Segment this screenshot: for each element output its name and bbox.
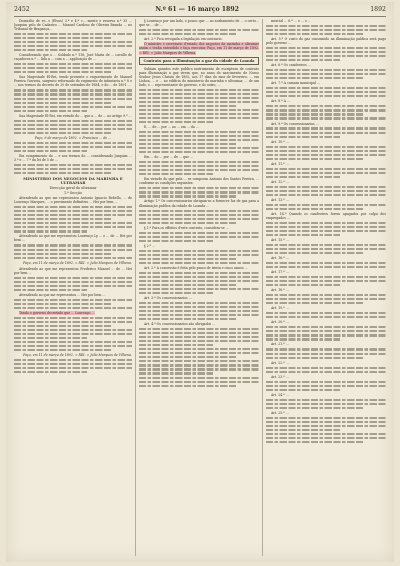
text-line: [14, 210, 132, 212]
text-line: [14, 281, 132, 283]
text-line: [266, 425, 386, 427]
text-line: [14, 89, 132, 91]
text-line: [139, 262, 259, 264]
text-line: [14, 67, 132, 69]
text-line: [139, 165, 259, 167]
text-line: [14, 359, 132, 361]
text-line: [139, 33, 237, 35]
column-left: [14, 19, 132, 558]
paragraph: Em ... do ... por ... de ... que ...: [144, 155, 194, 160]
text-line: [266, 276, 386, 278]
text-line: [14, 299, 132, 301]
text-line: [266, 105, 386, 107]
text-line: [266, 367, 386, 369]
text-line: [14, 244, 132, 246]
article: Art. 16.º ...: [271, 256, 289, 261]
article: Art. 11.º ...: [271, 161, 289, 166]
text-line: [14, 277, 132, 279]
text-line: [266, 326, 386, 328]
text-line: [266, 262, 386, 264]
text-line: [139, 280, 259, 282]
article: Art. 23.º ...: [271, 374, 289, 379]
text-line: [14, 93, 132, 95]
text-line: [14, 253, 111, 255]
text-line: [139, 340, 259, 342]
text-line: [14, 289, 87, 291]
text-line: [14, 146, 132, 148]
paragraph: Domicilio de ve...s (Elvas) 3.ª e 4.ª c... mente e reserva n.º 35 ... Joaquim pelo de Cadastro ... Manuel Cardoso de Oliveira Brando ... no Tribunal de Bragança...: [14, 19, 132, 32]
article: Art. 10.º ...: [271, 139, 289, 144]
text-line: [139, 143, 237, 145]
text-line: [266, 381, 386, 383]
text-line: [14, 150, 87, 152]
text-line: [14, 214, 132, 216]
text-line: [139, 250, 259, 252]
text-line: [266, 330, 386, 332]
paragraph: Sua Magestade El-Rei, em virtude do ... que a ... de ... no artigo 9.º ...: [19, 113, 132, 118]
section-subheading: Direcção geral do ultramar: [49, 186, 97, 191]
text-line: [266, 95, 386, 97]
article: Art. 7.º A camara municipal ...: [271, 81, 321, 86]
text-line: [14, 317, 132, 319]
article: Art. 4.º Os concessionarios são obrigados ...: [144, 322, 216, 327]
text-line: [139, 364, 259, 366]
text-line: [266, 146, 386, 148]
text-line: [139, 292, 213, 294]
text-line: [266, 204, 386, 206]
text-line: [139, 121, 213, 123]
text-line: [139, 348, 259, 350]
text-line: [14, 345, 132, 347]
text-line: [139, 385, 237, 387]
text-line: [139, 97, 259, 99]
text-line: [139, 109, 259, 111]
text-line: [14, 168, 132, 170]
text-line: [266, 194, 386, 196]
text-line: [266, 226, 386, 228]
article: Art. 6.º Os candeeiros ...: [271, 63, 311, 68]
text-line: [139, 101, 259, 103]
text-line: [139, 173, 213, 175]
text-line: [266, 29, 386, 31]
text-line: [139, 310, 259, 312]
text-line: [266, 172, 386, 174]
text-line: [14, 303, 111, 305]
text-line: [266, 371, 386, 373]
paragraph: Attendendo ao que me representou Frederico Manuel ... de ... Hei por bem ...: [14, 266, 132, 275]
text-line: [139, 368, 259, 370]
text-line: [14, 98, 132, 100]
text-line: [14, 33, 132, 35]
text-line: [266, 280, 386, 282]
text-line: [139, 210, 259, 212]
text-line: [266, 441, 364, 443]
paragraph: Attendendo ao que me representou ... Hei por bem ...: [19, 292, 106, 297]
text-line: [266, 91, 386, 93]
signature-line: Paço, em 11 de março de 1892. = REI. = Julio Marques de Vilhena.: [23, 260, 132, 265]
article: Art. 8.º A ...: [271, 99, 291, 104]
text-line: [266, 433, 386, 435]
text-line: [266, 59, 340, 61]
text-line: [139, 272, 259, 274]
text-line: [266, 69, 386, 71]
text-line: [266, 47, 386, 49]
text-line: [14, 257, 132, 259]
text-line: [266, 316, 386, 318]
column-middle: [139, 19, 259, 558]
text-line: [266, 407, 364, 409]
text-line: [266, 437, 386, 439]
text-line: [14, 249, 132, 251]
text-line: [266, 25, 386, 27]
text-line: [266, 150, 386, 152]
text-line: [14, 120, 132, 122]
text-line: [139, 93, 259, 95]
text-line: [266, 357, 364, 359]
text-line: [139, 258, 237, 260]
text-line: [139, 29, 259, 31]
text-line: [266, 168, 386, 170]
text-line: [266, 403, 386, 405]
article: Art. 13.º ...: [271, 197, 289, 202]
article: Art. 12.º ...: [271, 179, 289, 184]
article: Art. 9.º Os concessionarios ...: [271, 121, 319, 126]
text-line: [139, 377, 259, 379]
text-line: [266, 334, 386, 336]
text-line: [266, 33, 364, 35]
article: Art. 18.º ...: [271, 288, 289, 293]
article: Art. 15.º ...: [271, 238, 289, 243]
text-line: [14, 307, 132, 309]
text-line: [266, 312, 386, 314]
text-line: [266, 51, 386, 53]
text-line: [139, 381, 259, 383]
article: Art. 5.º O custo do gaz consumido na illuminação publica será pago pelo governo ...: [266, 37, 386, 46]
text-line: [139, 328, 259, 330]
text-line: [139, 135, 259, 137]
article: Art. 24.º ...: [271, 392, 289, 397]
article: Artigo 1.º Os concessionarios obrigam-se a fornecer luz de gaz para a illuminação publica da cidade de Loanda ...: [139, 199, 259, 208]
text-line: [14, 124, 132, 126]
text-line: [266, 158, 364, 160]
text-line: [14, 128, 132, 130]
text-line: [14, 37, 111, 39]
text-line: [266, 186, 386, 188]
text-line: [139, 284, 237, 286]
text-line: [139, 117, 259, 119]
paragraph: Attendendo ao que me representou Lourenço Ly ... e ... de ... Hei por bem ...: [14, 234, 132, 243]
text-line: [139, 105, 237, 107]
text-line: [14, 110, 87, 112]
text-line: [139, 169, 259, 171]
contract-title-box: Contrato para a illuminação a gaz da cidade de Loanda: [139, 57, 259, 65]
text-line: [139, 187, 259, 189]
text-line: [139, 89, 259, 91]
text-line: [266, 117, 386, 119]
highlighted-paragraph: [14, 311, 132, 315]
text-line: [139, 236, 259, 238]
text-line: [14, 132, 111, 134]
text-line: [139, 352, 259, 354]
text-line: [266, 294, 386, 296]
text-line: [14, 172, 111, 174]
text-line: [266, 421, 386, 423]
text-line: [266, 248, 386, 250]
page-year: 1892: [370, 6, 386, 13]
text-line: [139, 288, 259, 290]
text-line: [14, 367, 132, 369]
text-line: [139, 139, 259, 141]
text-line: [14, 63, 132, 65]
text-line: [139, 240, 213, 242]
text-line: [139, 131, 259, 133]
text-line: [139, 218, 259, 220]
column-divider: [135, 19, 136, 556]
text-line: [14, 71, 111, 73]
text-line: [139, 254, 259, 256]
section-heading: MINISTERIO DOS NEGOCIOS DA MARINHA E ULTRAMAR: [23, 177, 123, 186]
text-line: [14, 371, 87, 373]
article: Art. 22.º ...: [271, 360, 289, 365]
text-line: [266, 284, 340, 286]
text-line: [139, 147, 259, 149]
paragraph: Considerando que o ... Soldado n.º 116, José Maria de ... cavallo de caçadores n.º ... lida a ... com a ... applicação de ...: [14, 53, 132, 62]
text-line: [266, 222, 386, 224]
text-line: [14, 363, 132, 365]
text-line: [266, 132, 386, 134]
text-line: [139, 336, 259, 338]
text-line: [266, 385, 386, 387]
section-subheading: 1.ª Secção: [63, 191, 83, 196]
text-line: [14, 329, 132, 331]
text-line: [14, 45, 132, 47]
text-line: [139, 372, 213, 374]
text-line: [266, 417, 386, 419]
text-line: [139, 232, 259, 234]
text-line: [14, 164, 132, 166]
text-line: [139, 356, 237, 358]
text-line: [266, 77, 364, 79]
paragraph: E, ... de ... por ... ao ... em ... da ...: [144, 125, 199, 130]
paragraph: [139, 42, 259, 54]
text-line: [139, 191, 259, 193]
paragraph: § Lourenço por um lado, o pouco que ... ao acabamento de ... o certo... que se ... de ...: [139, 19, 259, 28]
article: Art. 25.º ...: [271, 410, 289, 415]
text-line: [266, 429, 340, 431]
highlight: O ministro e secretario d'estado dos negocios da marinha e ultramar assim o tenha entendido e faça executar. Paço, em 11 de março de 1892. = REI. = Julio Marques de Vilhena.: [139, 42, 259, 55]
text-line: [14, 222, 132, 224]
text-line: [139, 161, 259, 163]
article: Art. 3.º Os concessionarios ...: [144, 296, 192, 300]
text-line: [266, 127, 386, 129]
page-number: 2452: [14, 6, 30, 13]
text-line: [14, 333, 132, 335]
text-line: [139, 306, 259, 308]
column-right: [266, 19, 386, 558]
text-line: [139, 344, 213, 346]
issue-date: N.º 61 — 16 março 1892: [155, 6, 239, 13]
text-line: [14, 206, 132, 208]
text-line: [14, 349, 111, 351]
text-line: [14, 325, 111, 327]
article: § 2.º ...: [144, 243, 156, 248]
text-line: [266, 208, 364, 210]
text-line: [14, 321, 132, 323]
text-line: [139, 195, 237, 197]
paragraph: Em virtude do que pela ... se compoem Antonio dos Santos Pereira, ... conforme as condições seguintes:: [139, 177, 259, 186]
paragraph: Sabiam quantos este publico instrumento de escriptura de contrato para illuminação a gaz virem que, no anno do nascimento de Nosso Senhor Jesus Christo de 1892, aos 17 dias do mez de fevereiro, ... em Lisboa, ... e ... no edificio do ministerio da marinha e ultramar, ... de um lado, o ... representante do governo, e do outro, ...: [139, 66, 259, 87]
text-line: [266, 302, 364, 304]
text-line: [266, 353, 386, 355]
text-line: [266, 109, 386, 111]
text-line: [266, 338, 340, 340]
article: Art. 20.º ...: [271, 320, 289, 325]
paragraph: mercial ... 6.º ... o ... o ...: [271, 19, 311, 23]
paragraph: Art. 2.º Fica revogada a legislação em contrario.: [144, 37, 223, 42]
article: § 1.º Para os effeitos d'este contrato, considera-se ...: [144, 225, 229, 230]
signature-line: Paço, em 11 de março de 1892. = REI. = Julio Marques de Vilhena.: [23, 353, 132, 358]
text-line: [266, 244, 386, 246]
text-line: [139, 332, 259, 334]
text-line: [266, 154, 386, 156]
text-line: [14, 106, 132, 108]
highlight: Tendo o governo decretado que ... Lourenço ...: [19, 310, 95, 315]
text-line: [139, 276, 259, 278]
text-line: [139, 318, 237, 320]
text-line: [266, 348, 386, 350]
text-line: [14, 337, 87, 339]
document-page: [6, 2, 394, 562]
article: Art. 2.º A concessão é feita pelo praso de trinta e cinco annos ...: [144, 265, 248, 270]
text-line: [139, 214, 259, 216]
text-line: [266, 230, 386, 232]
text-line: [266, 399, 386, 401]
text-line: [266, 73, 386, 75]
text-line: [266, 87, 386, 89]
text-line: [266, 252, 364, 254]
text-line: [139, 302, 259, 304]
text-line: [266, 190, 386, 192]
page-header: [14, 5, 386, 17]
article: Art. 14.º Quando os candeeiros forem apagados por culpa dos empregados ...: [266, 211, 386, 220]
article: Art. 21.º ...: [271, 342, 289, 347]
text-line: [266, 136, 340, 138]
text-line: [139, 314, 259, 316]
paragraph: Em cumprimento do ... e nos termos do ... considerando Joaquim ... 3.º e ... 7.º da lei de 5 de ...: [14, 153, 132, 162]
paragraph: Sua Magestade El-Rei, tendo presente o requerimento de Manuel Pereira Gouveia, sargento reformado do regimento de infantaria n.º 8 e ... nos termos do decreto de 20 de setembro de 1884, e do ... de 1891 ...: [14, 75, 132, 88]
text-line: [14, 41, 132, 43]
dateline: Paço, 9 de março de 1892. = Francisco ... de ...: [34, 135, 112, 140]
text-line: [266, 113, 364, 115]
paragraph: Attendendo ao que me representou Antonio Ignacio Rebello, ... de Lourenço Marques, ... o provimento definitivo ... Hei por bem ...: [14, 196, 132, 205]
text-line: [14, 218, 111, 220]
text-line: [14, 285, 132, 287]
text-line: [14, 142, 132, 144]
text-line: [266, 389, 340, 391]
column-divider: [262, 19, 263, 556]
text-line: [266, 176, 340, 178]
text-line: [14, 341, 132, 343]
text-line: [14, 230, 87, 232]
text-line: [139, 151, 259, 153]
text-line: [14, 49, 87, 51]
text-line: [266, 234, 340, 236]
text-line: [14, 226, 132, 228]
text-line: [139, 113, 259, 115]
text-line: [266, 298, 386, 300]
article: Art. 17.º ...: [271, 270, 289, 275]
text-line: [266, 266, 386, 268]
text-line: [139, 360, 259, 362]
text-line: [139, 222, 237, 224]
text-line: [266, 55, 386, 57]
text-line: [14, 102, 111, 104]
article: Art. 19.º ...: [271, 306, 289, 311]
